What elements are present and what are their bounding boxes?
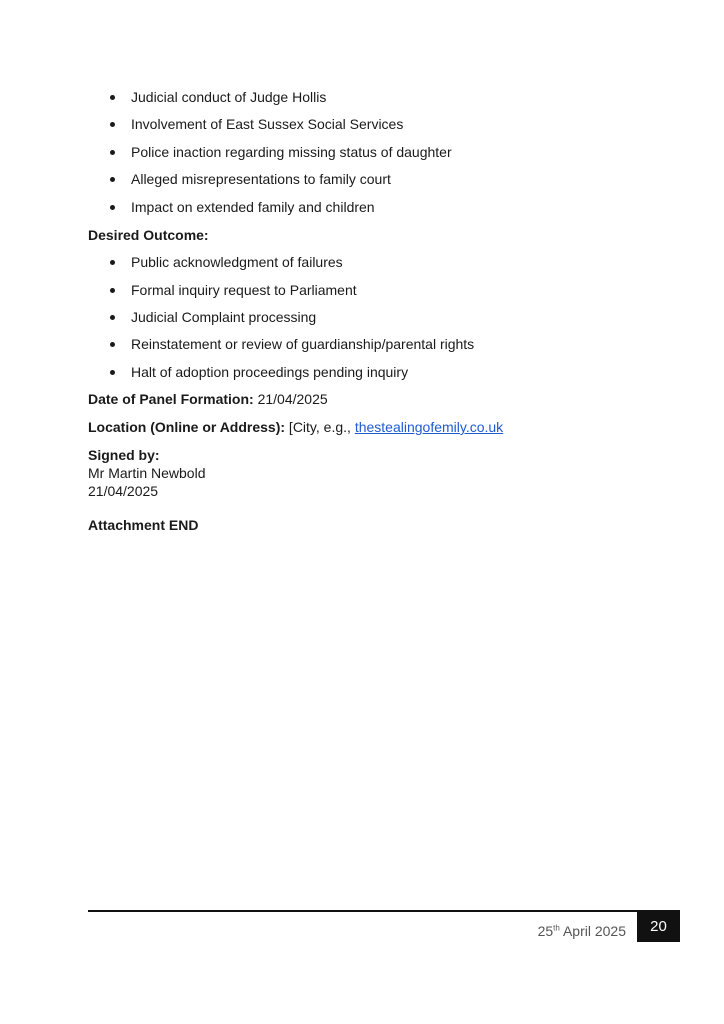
bullet-icon — [110, 95, 115, 100]
list-item — [131, 335, 474, 353]
list-item-text: Impact on extended family and children — [131, 199, 375, 215]
bullet-icon — [110, 342, 115, 347]
list-item — [131, 363, 408, 381]
bullet-icon — [110, 315, 115, 320]
list-item — [131, 253, 343, 271]
bullet-icon — [110, 205, 115, 210]
footer-date — [538, 923, 626, 939]
bullet-icon — [110, 288, 115, 293]
list-item-text: Police inaction regarding missing status of daughter — [131, 144, 452, 160]
bullet-icon — [110, 122, 115, 127]
bullet-icon — [110, 260, 115, 265]
signer-name: Mr Martin Newbold — [88, 465, 206, 481]
desired-outcome-heading: Desired Outcome: — [88, 227, 209, 243]
list-item — [131, 198, 375, 216]
panel-formation-line — [88, 390, 328, 408]
list-item — [131, 170, 391, 188]
panel-formation-label: Date of Panel Formation: — [88, 391, 254, 407]
footer-divider — [88, 910, 680, 912]
location-prefix: [City, e.g., — [285, 419, 355, 435]
footer-date-suffix: th — [553, 923, 560, 933]
signed-by-label: Signed by: — [88, 447, 160, 463]
list-item-text: Involvement of East Sussex Social Services — [131, 116, 404, 132]
list-item-text: Reinstatement or review of guardianship/parental rights — [131, 336, 475, 352]
list-item — [131, 115, 403, 133]
list-item-text: Public acknowledgment of failures — [131, 254, 343, 270]
list-item — [131, 281, 357, 299]
footer-date-rest: April 2025 — [559, 923, 626, 939]
bullet-icon — [110, 150, 115, 155]
page-number: 20 — [637, 912, 680, 942]
panel-formation-value: 21/04/2025 — [253, 391, 328, 407]
bullet-icon — [110, 370, 115, 375]
website-link[interactable]: thestealingofemily.co.uk — [354, 419, 504, 435]
footer-date-day: 25 — [537, 923, 554, 939]
list-item-text: Halt of adoption proceedings pending inquiry — [131, 364, 409, 380]
location-line — [88, 418, 503, 436]
list-item-text: Alleged misrepresentations to family court — [131, 171, 391, 187]
list-item — [131, 88, 326, 106]
location-label: Location (Online or Address): — [88, 419, 286, 435]
attachment-end: Attachment END — [88, 517, 199, 533]
list-item-text: Formal inquiry request to Parliament — [131, 282, 357, 298]
bullet-icon — [110, 177, 115, 182]
list-item-text: Judicial Complaint processing — [131, 309, 317, 325]
list-item-text: Judicial conduct of Judge Hollis — [131, 89, 327, 105]
signed-date: 21/04/2025 — [88, 483, 159, 499]
list-item — [131, 143, 452, 161]
list-item — [131, 308, 316, 326]
